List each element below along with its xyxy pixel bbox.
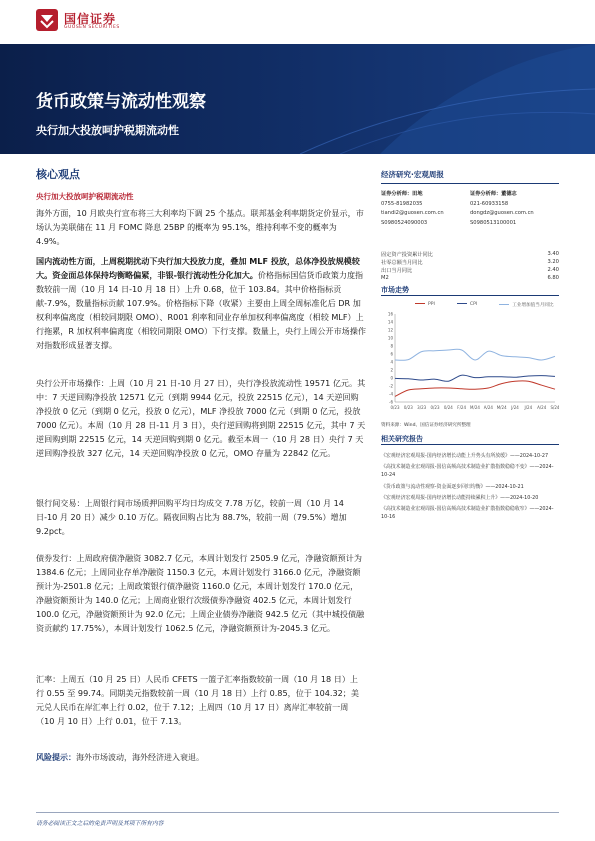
related-report-title[interactable]: 《宏观经济宏观周报-国内经济增长动能上升势头有所放缓》 — [381, 453, 510, 459]
legend-swatch-icon — [457, 303, 467, 305]
divider — [381, 183, 559, 184]
risk-text: 海外市场波动，海外经济进入衰退。 — [76, 753, 204, 762]
legend-item — [499, 302, 553, 308]
series-line-1 — [395, 381, 555, 397]
y-tick-label: 14 — [387, 319, 393, 325]
analyst-card — [470, 190, 534, 228]
x-tick-label: 0/23 — [390, 405, 400, 410]
paragraph-fx: 汇率：上周五（10 月 25 日）人民币 CFETS 一篮子汇率指数较前一周（10 月 18 日）上行 0.55 至 99.74。同期美元指数较前一周（10 月 18 日）上行 0.85，位于 104.32；美元兑人民币在岸汇率上行 0.02，位于 7.12；上周四（10 月 17 日）离岸汇率较前一周（10 月 10 日）上行 0.01，位于 7.13。 — [36, 674, 359, 726]
analyst-card — [381, 190, 444, 228]
section-subtitle: 央行加大投放呵护税期流动性 — [36, 192, 134, 201]
x-tick-label: F/24 — [457, 405, 467, 410]
related-report-item[interactable] — [381, 505, 559, 521]
indicator-value: 6.80 — [547, 275, 559, 281]
y-tick-label: 4 — [390, 359, 393, 365]
paragraph-domestic-body: 价格指标国信货币政策力度指数较前一周（10 月 14 日-10 月 18 日）上升 0.68，位于 103.84。其中价格指标贡献-7.9%，数量指标贡献 107.9%。价格指标下降（收紧）主要由上周全周标准化后 DR 加权利率偏离度（相较同期限 OMO）、R001 利率和同业存单加权利率偏离度（相较 MLF）上行拖累，R 加权利率偏离度（相较同期限 OMO）下行支撑。数量上，央行上周公开市场操作对指数形成显著支撑。 — [36, 270, 366, 350]
legend-item — [457, 302, 477, 308]
related-report-date: ——2024-10-16 — [381, 506, 554, 521]
y-tick-label: 16 — [387, 311, 393, 317]
related-report-date: ——2024-10-24 — [381, 464, 554, 479]
x-tick-label: A/24 — [483, 405, 493, 410]
x-tick-label: S/24 — [550, 405, 559, 410]
footer-disclaimer: 请务必阅读正文之后的免责声明及其项下所有内容 — [36, 821, 164, 827]
analyst-name: 董德志 — [501, 191, 517, 197]
x-tick-label: M/24 — [496, 405, 507, 410]
series-line-3 — [395, 349, 555, 360]
paragraph-omo: 央行公开市场操作：上周（10 月 21 日-10 月 27 日），央行净投放流动性 19571 亿元。其中：7 天逆回购净投放 12571 亿元（到期 9944 亿元，投放 22515 亿元），14 天逆回购净投放 0 亿元（到期 0 亿元，投放 0 亿元），MLF 净投放 7000 亿元（到期 0 亿元，投放 7000 亿元）。本周（10 月 28 日-11 月 3 日），央行逆回购将到期 22515 亿元，其中 7 天逆回购到期 22515 亿元，14 天逆回购到期 0 亿元。截至本周一（10 月 28 日）央行 7 天逆回购净投放 327 亿元，14 天逆回购净投放 0 亿元，OMO 存量为 22842 亿元。 — [36, 378, 366, 458]
paragraph-bonds: 债券发行：上周政府债净融资 3082.7 亿元，本周计划发行 2505.9 亿元，净融资额预计为 1384.6 亿元；上周同业存单净融资 1150.3 亿元，本周计划发行 3166.0 亿元，净融资额预计为-2501.8 亿元；上周政策银行债净融资 1160.0 亿元，本周计划发行 170.0 亿元，净融资额预计为 140.0 亿元；上周商业银行次级债券净融资 402.5 亿元，本周计划发行 100.0 亿元，净融资额预计为 92.0 亿元；上周企业债券净融资 942.5 亿元（其中城投债融资贡献约 17.75%），本周计划发行 1062.5 亿元，净融资额预计为-2045.3 亿元。 — [36, 553, 365, 633]
x-tick-label: 3/23 — [417, 405, 427, 410]
x-tick-label: 0/23 — [403, 405, 413, 410]
y-tick-label: -4 — [389, 391, 393, 397]
brand-logo-icon — [36, 9, 58, 31]
analyst-name: 田地 — [412, 191, 423, 197]
related-title: 相关研究报告 — [381, 435, 423, 443]
related-report-title[interactable]: 《宏观经济宏观周报-国内经济增长动能持续累积上升》 — [381, 494, 501, 501]
indicator-label: M2 — [381, 275, 389, 281]
y-tick-label: -2 — [389, 383, 393, 389]
trend-title: 市场走势 — [381, 286, 409, 294]
indicator-label: 社零总额当月同比 — [381, 260, 423, 266]
related-report-date: ——2024-10-21 — [485, 483, 524, 490]
indicator-row — [381, 251, 559, 258]
risk-warning — [36, 752, 204, 763]
y-tick-label: 0 — [390, 375, 393, 381]
indicator-value: 3.20 — [547, 259, 559, 265]
legend-item — [415, 302, 435, 308]
y-tick-label: -6 — [389, 399, 393, 405]
analyst-role: 证券分析师： — [470, 191, 502, 197]
legend-label: 工业增加值当月同比 — [512, 303, 554, 308]
x-tick-label: J/24 — [511, 405, 519, 410]
risk-label: 风险提示： — [36, 753, 76, 762]
x-tick-label: 0/24 — [443, 405, 453, 410]
x-tick-label: J/24 — [524, 405, 533, 410]
analyst-license: S0980513100001 — [470, 219, 517, 226]
series-line-2 — [395, 375, 555, 381]
x-tick-label: 0/23 — [430, 405, 440, 410]
paragraph-overseas: 海外方面，10 月欧央行宣布将三大利率均下调 25 个基点。联邦基金利率期货定价显示，市场认为美联储在 11 月 FOMC 降息 25BP 的概率为 95.1%，维持利率不变的概率为 4.9%。 — [36, 208, 364, 246]
legend-swatch-icon — [415, 303, 425, 305]
related-report-title[interactable]: 《高技术制造业宏观周报-国信高频高技术制造业扩散指数稳稳不变》 — [381, 464, 530, 471]
legend-label: PPI — [428, 302, 435, 307]
related-report-date: ——2024-10-20 — [500, 494, 539, 501]
divider — [381, 444, 559, 445]
analyst-license: S0980524090003 — [381, 219, 428, 226]
chart-legend — [415, 302, 554, 308]
brand-name-en: GUOSEN SECURITIES — [64, 25, 120, 30]
related-report-title[interactable]: 《货币政策与流动性观察-资金面逐步回归均衡》 — [381, 483, 486, 490]
brand-name-cn: 国信证券 — [64, 12, 117, 26]
related-report-item[interactable] — [381, 463, 559, 479]
indicator-row — [381, 267, 559, 274]
related-reports-list — [381, 452, 559, 524]
legend-swatch-icon — [499, 304, 509, 306]
footer-divider — [36, 812, 559, 813]
x-tick-label: M/24 — [470, 405, 480, 410]
y-tick-label: 8 — [390, 343, 393, 349]
y-tick-label: 10 — [387, 335, 393, 341]
related-report-title[interactable]: 《高技术制造业宏观周报-国信高频高技术制造业扩散指数稳稳收窄》 — [381, 506, 530, 513]
paragraph-interbank: 银行间交易：上周银行间市场质押回购平均日均成交 7.78 万亿，较前一周（10 月 14 日-10 月 20 日）减少 0.10 万亿。隔夜回购占比为 88.7%，较前一周（79.5%）增加 9.2pct。 — [36, 498, 347, 536]
indicator-value: 2.40 — [547, 267, 559, 273]
indicator-row — [381, 275, 559, 281]
related-report-item[interactable] — [381, 452, 559, 460]
x-tick-label: A/24 — [537, 405, 547, 410]
indicator-value: 3.40 — [547, 251, 559, 257]
related-report-item[interactable] — [381, 483, 559, 491]
indicator-label: 固定资产投资累计同比 — [381, 252, 433, 258]
indicator-row — [381, 259, 559, 266]
analyst-email[interactable]: tiandi2@guosen.com.cn — [381, 210, 444, 217]
indicator-label: 出口当月同比 — [381, 268, 413, 274]
divider — [381, 295, 559, 296]
paragraph-domestic — [36, 254, 366, 352]
y-tick-label: 12 — [387, 327, 393, 333]
trend-chart — [381, 310, 559, 416]
analyst-role: 证券分析师： — [381, 191, 413, 197]
paragraph-domestic-lead: 国内流动性方面，上周税期扰动下央行加大投放力度，叠加 MLF 投放，总体净投放规模较大。资金面总体保持均衡略偏紧，非银-银行流动性分化加大。 — [36, 256, 360, 280]
analyst-email[interactable]: dongdz@guosen.com.cn — [470, 210, 534, 217]
analyst-phone: 0755-81982035 — [381, 200, 423, 207]
y-tick-label: 6 — [390, 351, 393, 357]
page-title: 货币政策与流动性观察 — [36, 92, 206, 112]
chart-source: 资料来源：Wind、国信证券经济研究所整理 — [381, 423, 471, 428]
section-title: 核心观点 — [36, 168, 80, 181]
y-tick-label: 2 — [390, 367, 393, 373]
analyst-phone: 021-60933158 — [470, 200, 509, 207]
report-type: 经济研究·宏观周报 — [381, 170, 444, 179]
related-report-date: ——2024-10-27 — [509, 453, 549, 459]
legend-label: CPI — [469, 302, 478, 307]
related-report-item[interactable] — [381, 494, 559, 502]
page-subtitle: 央行加大投放呵护税期流动性 — [36, 124, 179, 137]
